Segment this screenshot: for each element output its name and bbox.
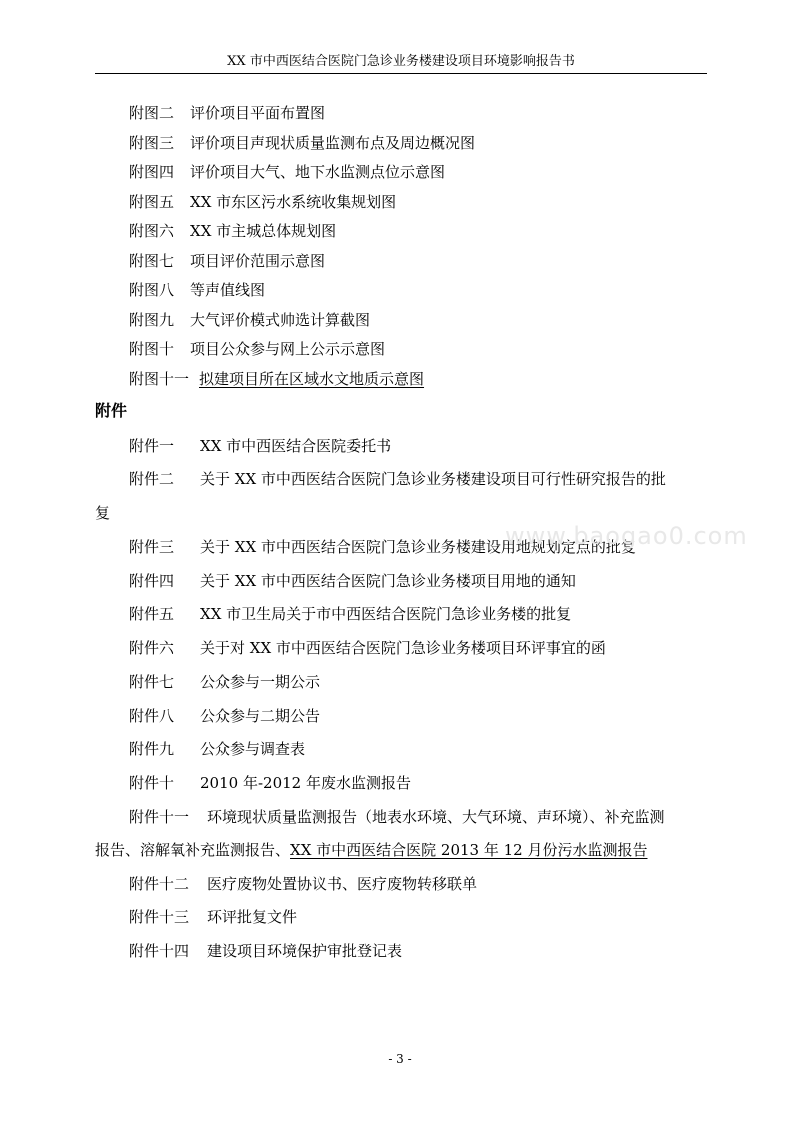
continuation-underlined-text: XX 市中西医结合医院 2013 年 12 月份污水监测报告 [290, 841, 648, 859]
figure-entry [129, 310, 370, 330]
figure-title: 评价项目大气、地下水监测点位示意图 [190, 163, 446, 181]
figure-entry [129, 103, 325, 123]
attachment-entry [129, 469, 666, 489]
attachment-continuation: 复 [95, 504, 111, 522]
attachment-label: 附件一 [129, 437, 175, 455]
attachment-label: 附件十四 [129, 942, 190, 960]
figure-label: 附图十 [129, 340, 175, 358]
attachment-title: 公众参与一期公示 [200, 673, 321, 691]
figure-entry [129, 162, 445, 182]
attachment-entry [129, 773, 411, 793]
figure-title: 评价项目声现状质量监测布点及周边概况图 [190, 134, 476, 152]
attachment-entry [129, 672, 320, 692]
attachment-entry [129, 604, 571, 624]
figure-label: 附图七 [129, 252, 175, 270]
figure-title: 拟建项目所在区域水文地质示意图 [199, 370, 425, 388]
attachment-title: XX 市中西医结合医院委托书 [200, 437, 392, 455]
figure-title: 项目评价范围示意图 [190, 252, 326, 270]
attachment-label: 附件十二 [129, 875, 190, 893]
figure-label: 附图八 [129, 281, 175, 299]
attachment-title: 关于对 XX 市中西医结合医院门急诊业务楼项目环评事宜的函 [200, 639, 606, 657]
attachment-label: 附件六 [129, 639, 175, 657]
attachment-title: 医疗废物处置协议书、医疗废物转移联单 [207, 875, 478, 893]
attachment-entry [129, 706, 320, 726]
page-number: - 3 - [388, 1052, 412, 1066]
attachment-title: 关于 XX 市中西医结合医院门急诊业务楼建设用地规划定点的批复 [200, 538, 636, 556]
running-header-title: XX 市中西医结合医院门急诊业务楼建设项目环境影响报告书 [227, 54, 575, 69]
figure-title: 大气评价模式帅选计算截图 [190, 311, 371, 329]
attachment-title: 公众参与调查表 [200, 740, 306, 758]
watermark: www.baogao0.com [505, 522, 748, 550]
continuation-text: 报告、溶解氧补充监测报告、 [95, 841, 291, 859]
figure-title: XX 市东区污水系统收集规划图 [190, 193, 397, 211]
attachment-label: 附件五 [129, 605, 175, 623]
attachment-entry [129, 807, 665, 827]
attachment-label: 附件九 [129, 740, 175, 758]
attachment-title: 建设项目环境保护审批登记表 [207, 942, 403, 960]
attachment-entry [129, 941, 402, 961]
attachment-entry [129, 436, 391, 456]
attachment-title: 公众参与二期公告 [200, 707, 321, 725]
figure-label: 附图二 [129, 104, 175, 122]
figure-label: 附图五 [129, 193, 175, 211]
figure-entry [129, 339, 385, 359]
figure-title: 等声值线图 [190, 281, 266, 299]
attachment-label: 附件十 [129, 774, 175, 792]
figure-entry [129, 192, 396, 212]
attachment-entry [129, 907, 297, 927]
attachment-label: 附件七 [129, 673, 175, 691]
figure-label: 附图九 [129, 311, 175, 329]
attachment-continuation [95, 840, 647, 860]
attachment-title: 环境现状质量监测报告（地表水环境、大气环境、声环境）、补充监测 [207, 808, 665, 826]
attachment-title: 环评批复文件 [207, 908, 298, 926]
attachment-entry [129, 739, 305, 759]
attachment-title: 2010 年-2012 年废水监测报告 [200, 774, 411, 792]
attachment-entry [129, 571, 576, 591]
figure-entry [129, 133, 475, 153]
figure-entry [129, 251, 325, 271]
attachment-entry [129, 874, 477, 894]
attachment-label: 附件十三 [129, 908, 190, 926]
attachment-title: 关于 XX 市中西医结合医院门急诊业务楼建设项目可行性研究报告的批 [200, 470, 666, 488]
attachment-label: 附件三 [129, 538, 175, 556]
figure-label: 附图三 [129, 134, 175, 152]
figure-label: 附图六 [129, 222, 175, 240]
figure-entry [129, 221, 336, 241]
figure-title: XX 市主城总体规划图 [190, 222, 337, 240]
attachment-title: 关于 XX 市中西医结合医院门急诊业务楼项目用地的通知 [200, 572, 576, 590]
attachment-entry [129, 638, 606, 658]
figure-title: 项目公众参与网上公示示意图 [190, 340, 386, 358]
attachment-label: 附件四 [129, 572, 175, 590]
figure-entry [129, 280, 265, 300]
attachments-heading: 附件 [95, 401, 128, 420]
attachment-label: 附件十一 [129, 808, 190, 826]
attachment-label: 附件八 [129, 707, 175, 725]
attachment-label: 附件二 [129, 470, 175, 488]
figure-label: 附图十一 [129, 370, 190, 388]
figure-label: 附图四 [129, 163, 175, 181]
figure-title: 评价项目平面布置图 [190, 104, 326, 122]
header-divider [95, 73, 707, 74]
attachment-title: XX 市卫生局关于市中西医结合医院门急诊业务楼的批复 [200, 605, 572, 623]
figure-entry [129, 369, 424, 389]
